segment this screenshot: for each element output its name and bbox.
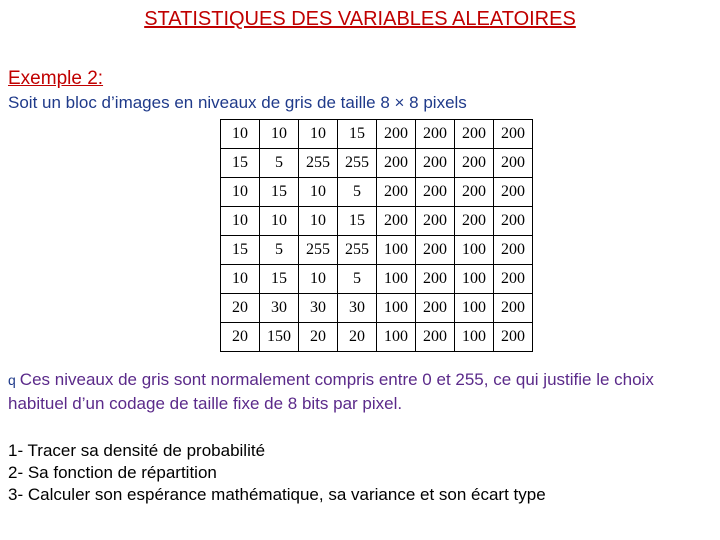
matrix-cell: 10 — [299, 207, 338, 236]
matrix-cell: 5 — [338, 265, 377, 294]
gray-level-matrix — [220, 119, 533, 352]
matrix-cell: 5 — [260, 236, 299, 265]
matrix-cell: 200 — [494, 294, 533, 323]
matrix-cell: 150 — [260, 323, 299, 352]
matrix-cell: 30 — [260, 294, 299, 323]
matrix-cell: 100 — [377, 294, 416, 323]
questions-list — [8, 440, 714, 506]
matrix-row — [221, 294, 533, 323]
matrix-cell: 10 — [260, 120, 299, 149]
matrix-cell: 100 — [455, 294, 494, 323]
intro-text: Soit un bloc d’images en niveaux de gris de taille 8 × 8 pixels — [8, 93, 467, 112]
question-1: 1- Tracer sa densité de probabilité — [8, 441, 266, 460]
matrix-cell: 255 — [338, 236, 377, 265]
matrix-cell: 15 — [221, 236, 260, 265]
bullet-icon: q — [8, 372, 16, 388]
matrix-cell: 200 — [455, 120, 494, 149]
note-text: Ces niveaux de gris sont normalement compris entre 0 et 255, ce qui justifie le choix habituel d’un codage de taille fixe de 8 bits par pixel. — [8, 370, 654, 413]
matrix-cell: 200 — [494, 236, 533, 265]
matrix-cell: 30 — [338, 294, 377, 323]
matrix-cell: 200 — [494, 207, 533, 236]
matrix-cell: 200 — [416, 236, 455, 265]
question-2: 2- Sa fonction de répartition — [8, 463, 217, 482]
matrix-cell: 15 — [338, 120, 377, 149]
matrix-cell: 200 — [416, 294, 455, 323]
matrix-cell: 200 — [377, 149, 416, 178]
matrix-cell: 10 — [221, 120, 260, 149]
matrix-row — [221, 178, 533, 207]
matrix-cell: 20 — [221, 294, 260, 323]
matrix-row — [221, 236, 533, 265]
matrix-row — [221, 323, 533, 352]
matrix-cell: 100 — [455, 265, 494, 294]
matrix-cell: 200 — [416, 120, 455, 149]
matrix-row — [221, 120, 533, 149]
matrix-cell: 200 — [494, 265, 533, 294]
matrix-cell: 100 — [377, 236, 416, 265]
matrix-cell: 255 — [299, 149, 338, 178]
matrix-cell: 20 — [338, 323, 377, 352]
matrix-cell: 100 — [377, 323, 416, 352]
matrix-cell: 5 — [338, 178, 377, 207]
matrix-cell: 5 — [260, 149, 299, 178]
matrix-cell: 200 — [416, 265, 455, 294]
matrix-cell: 200 — [494, 323, 533, 352]
matrix-cell: 15 — [260, 178, 299, 207]
matrix-cell: 200 — [494, 120, 533, 149]
matrix-cell: 10 — [299, 120, 338, 149]
matrix-cell: 200 — [494, 149, 533, 178]
matrix-cell: 10 — [260, 207, 299, 236]
matrix-row — [221, 265, 533, 294]
matrix-cell: 100 — [455, 236, 494, 265]
matrix-cell: 10 — [299, 265, 338, 294]
matrix-cell: 15 — [338, 207, 377, 236]
matrix-cell: 200 — [416, 178, 455, 207]
matrix-cell: 200 — [416, 207, 455, 236]
matrix-cell: 15 — [260, 265, 299, 294]
matrix-cell: 20 — [299, 323, 338, 352]
matrix-cell: 200 — [455, 178, 494, 207]
matrix-row — [221, 149, 533, 178]
matrix-cell: 255 — [299, 236, 338, 265]
matrix-cell: 100 — [455, 323, 494, 352]
question-3: 3- Calculer son espérance mathématique, sa variance et son écart type — [8, 485, 546, 504]
matrix-cell: 100 — [377, 265, 416, 294]
matrix-cell: 255 — [338, 149, 377, 178]
matrix-cell: 10 — [299, 178, 338, 207]
matrix-cell: 200 — [416, 323, 455, 352]
matrix-cell: 10 — [221, 207, 260, 236]
example-heading: Exemple 2: — [8, 68, 104, 89]
page-title: STATISTIQUES DES VARIABLES ALEATOIRES — [144, 8, 576, 30]
note-paragraph — [8, 368, 714, 416]
matrix-cell: 200 — [377, 207, 416, 236]
matrix-cell: 10 — [221, 265, 260, 294]
matrix-cell: 20 — [221, 323, 260, 352]
matrix-cell: 200 — [455, 207, 494, 236]
matrix-cell: 30 — [299, 294, 338, 323]
matrix-cell: 200 — [494, 178, 533, 207]
matrix-row — [221, 207, 533, 236]
matrix-cell: 200 — [377, 178, 416, 207]
matrix-cell: 200 — [416, 149, 455, 178]
matrix-cell: 200 — [377, 120, 416, 149]
matrix-cell: 15 — [221, 149, 260, 178]
matrix-cell: 10 — [221, 178, 260, 207]
matrix-cell: 200 — [455, 149, 494, 178]
